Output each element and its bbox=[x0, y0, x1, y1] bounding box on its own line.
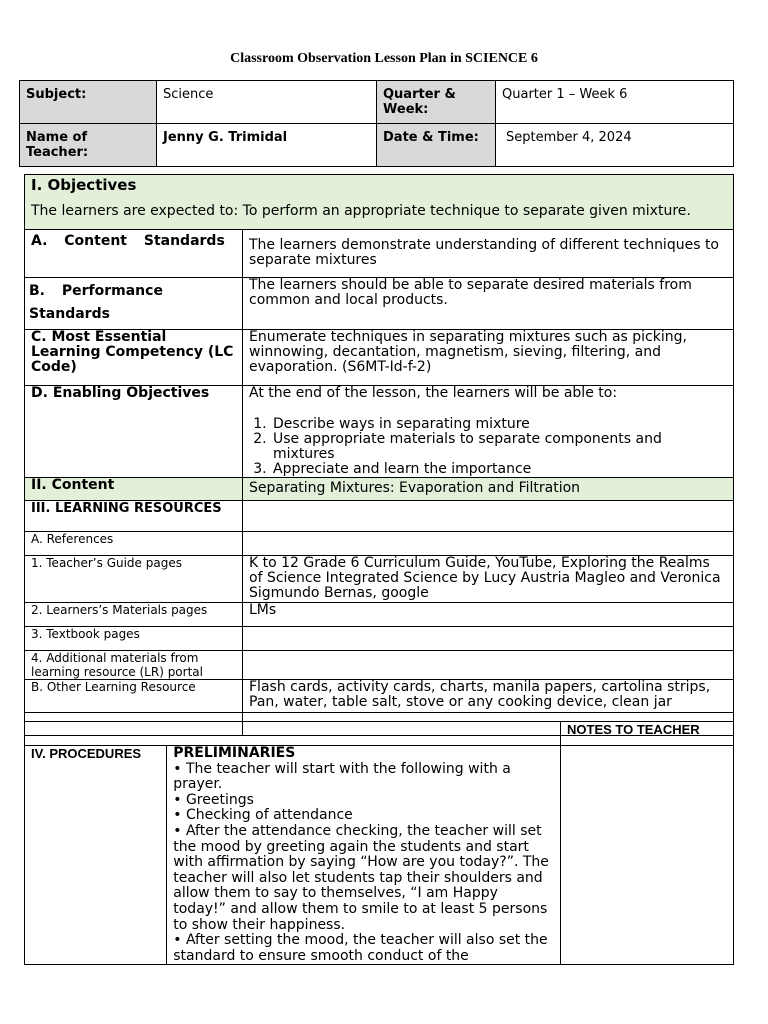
learners-materials-value: LMs bbox=[243, 603, 734, 627]
enabling-objectives-list bbox=[249, 417, 727, 477]
content-standards-label: A. Content Standards bbox=[25, 230, 243, 278]
preliminaries-heading: PRELIMINARIES bbox=[173, 745, 296, 761]
enabling-objectives-cell bbox=[243, 386, 734, 478]
references-value bbox=[243, 532, 734, 556]
performance-standards-value: The learners should be able to separate desired materials from common and local products. bbox=[243, 278, 734, 330]
procedures-content bbox=[167, 746, 561, 965]
list-item: 2. Use appropriate materials to separate components and mixtures bbox=[271, 432, 727, 462]
list-item: 3. Appreciate and learn the importance bbox=[271, 462, 727, 477]
melc-label: C. Most Essential Learning Competency (LC Code) bbox=[25, 330, 243, 386]
melc-value: Enumerate techniques in separating mixtures such as picking, winnowing, decantation, magnetism, sieving, filtering, and evaporation. (S6MT-Id-f-2) bbox=[243, 330, 734, 386]
procedure-line: • The teacher will start with the following with a prayer. bbox=[173, 760, 511, 793]
empty-cell bbox=[25, 722, 561, 746]
subject-value: Science bbox=[157, 81, 377, 124]
learners-materials-label: 2. Learners’s Materials pages bbox=[25, 603, 243, 627]
objectives-cell bbox=[25, 175, 734, 230]
other-resource-label: B. Other Learning Resource bbox=[25, 680, 243, 713]
enabling-objectives-intro: At the end of the lesson, the learners will be able to: bbox=[249, 385, 618, 401]
performance-standards-label: B. Performance Standards bbox=[25, 278, 243, 330]
quarter-value: Quarter 1 – Week 6 bbox=[496, 81, 734, 124]
learning-resources-label: III. LEARNING RESOURCES bbox=[25, 501, 243, 532]
objectives-intro: The learners are expected to: To perform an appropriate technique to separate given mixture. bbox=[31, 203, 691, 219]
quarter-label: Quarter & Week: bbox=[377, 81, 496, 124]
content-standards-value: The learners demonstrate understanding of different techniques to separate mixtures bbox=[243, 230, 734, 278]
procedure-line: • Checking of attendance bbox=[173, 807, 353, 824]
procedures-label: IV. PROCEDURES bbox=[25, 746, 167, 965]
content-value: Separating Mixtures: Evaporation and Filtration bbox=[243, 478, 734, 501]
objectives-heading: I. Objectives bbox=[31, 176, 137, 194]
textbook-value bbox=[243, 627, 734, 651]
references-label: A. References bbox=[25, 532, 243, 556]
list-item: 1. Describe ways in separating mixture bbox=[271, 417, 727, 432]
additional-materials-label: 4. Additional materials from learning resource (LR) portal bbox=[25, 651, 243, 680]
notes-to-teacher-heading: NOTES TO TEACHER bbox=[561, 722, 734, 746]
textbook-label: 3. Textbook pages bbox=[25, 627, 243, 651]
page-title: Classroom Observation Lesson Plan in SCIENCE 6 bbox=[230, 51, 538, 66]
teachers-guide-value: K to 12 Grade 6 Curriculum Guide, YouTube, Exploring the Realms of Science Integrated Science by Lucy Austria Magleo and Veronica Sigmundo Bernas, google bbox=[243, 556, 734, 603]
procedure-line: • After the attendance checking, the teacher will set the mood by greeting again the students and start with affirmation by saying “How are you today?”. The teacher will also let students tap their shoulders and allow them to say to themselves, “I am Happy today!” and allow them to smile to at least 5 persons to show their happiness. bbox=[173, 822, 549, 933]
additional-materials-value bbox=[243, 651, 734, 680]
learning-resources-value bbox=[243, 501, 734, 532]
teacher-label: Name of Teacher: bbox=[20, 124, 157, 167]
subject-label: Subject: bbox=[20, 81, 157, 124]
procedures-table bbox=[24, 721, 734, 965]
procedure-line: • After setting the mood, the teacher will also set the standard to ensure smooth conduct of the bbox=[173, 932, 548, 964]
datetime-value: September 4, 2024 bbox=[496, 124, 734, 167]
teacher-value: Jenny G. Trimidal bbox=[157, 124, 377, 167]
content-label: II. Content bbox=[25, 478, 243, 501]
header-info-table bbox=[19, 80, 734, 167]
other-resource-value: Flash cards, activity cards, charts, manila papers, cartolina strips, Pan, water, table salt, stove or any cooking device, clean jar bbox=[243, 680, 734, 713]
lesson-plan-table bbox=[24, 174, 734, 736]
datetime-label: Date & Time: bbox=[377, 124, 496, 167]
teachers-guide-label: 1. Teacher’s Guide pages bbox=[25, 556, 243, 603]
procedure-line: • Greetings bbox=[173, 791, 254, 808]
enabling-objectives-label: D. Enabling Objectives bbox=[25, 386, 243, 478]
notes-to-teacher-cell bbox=[561, 746, 734, 965]
